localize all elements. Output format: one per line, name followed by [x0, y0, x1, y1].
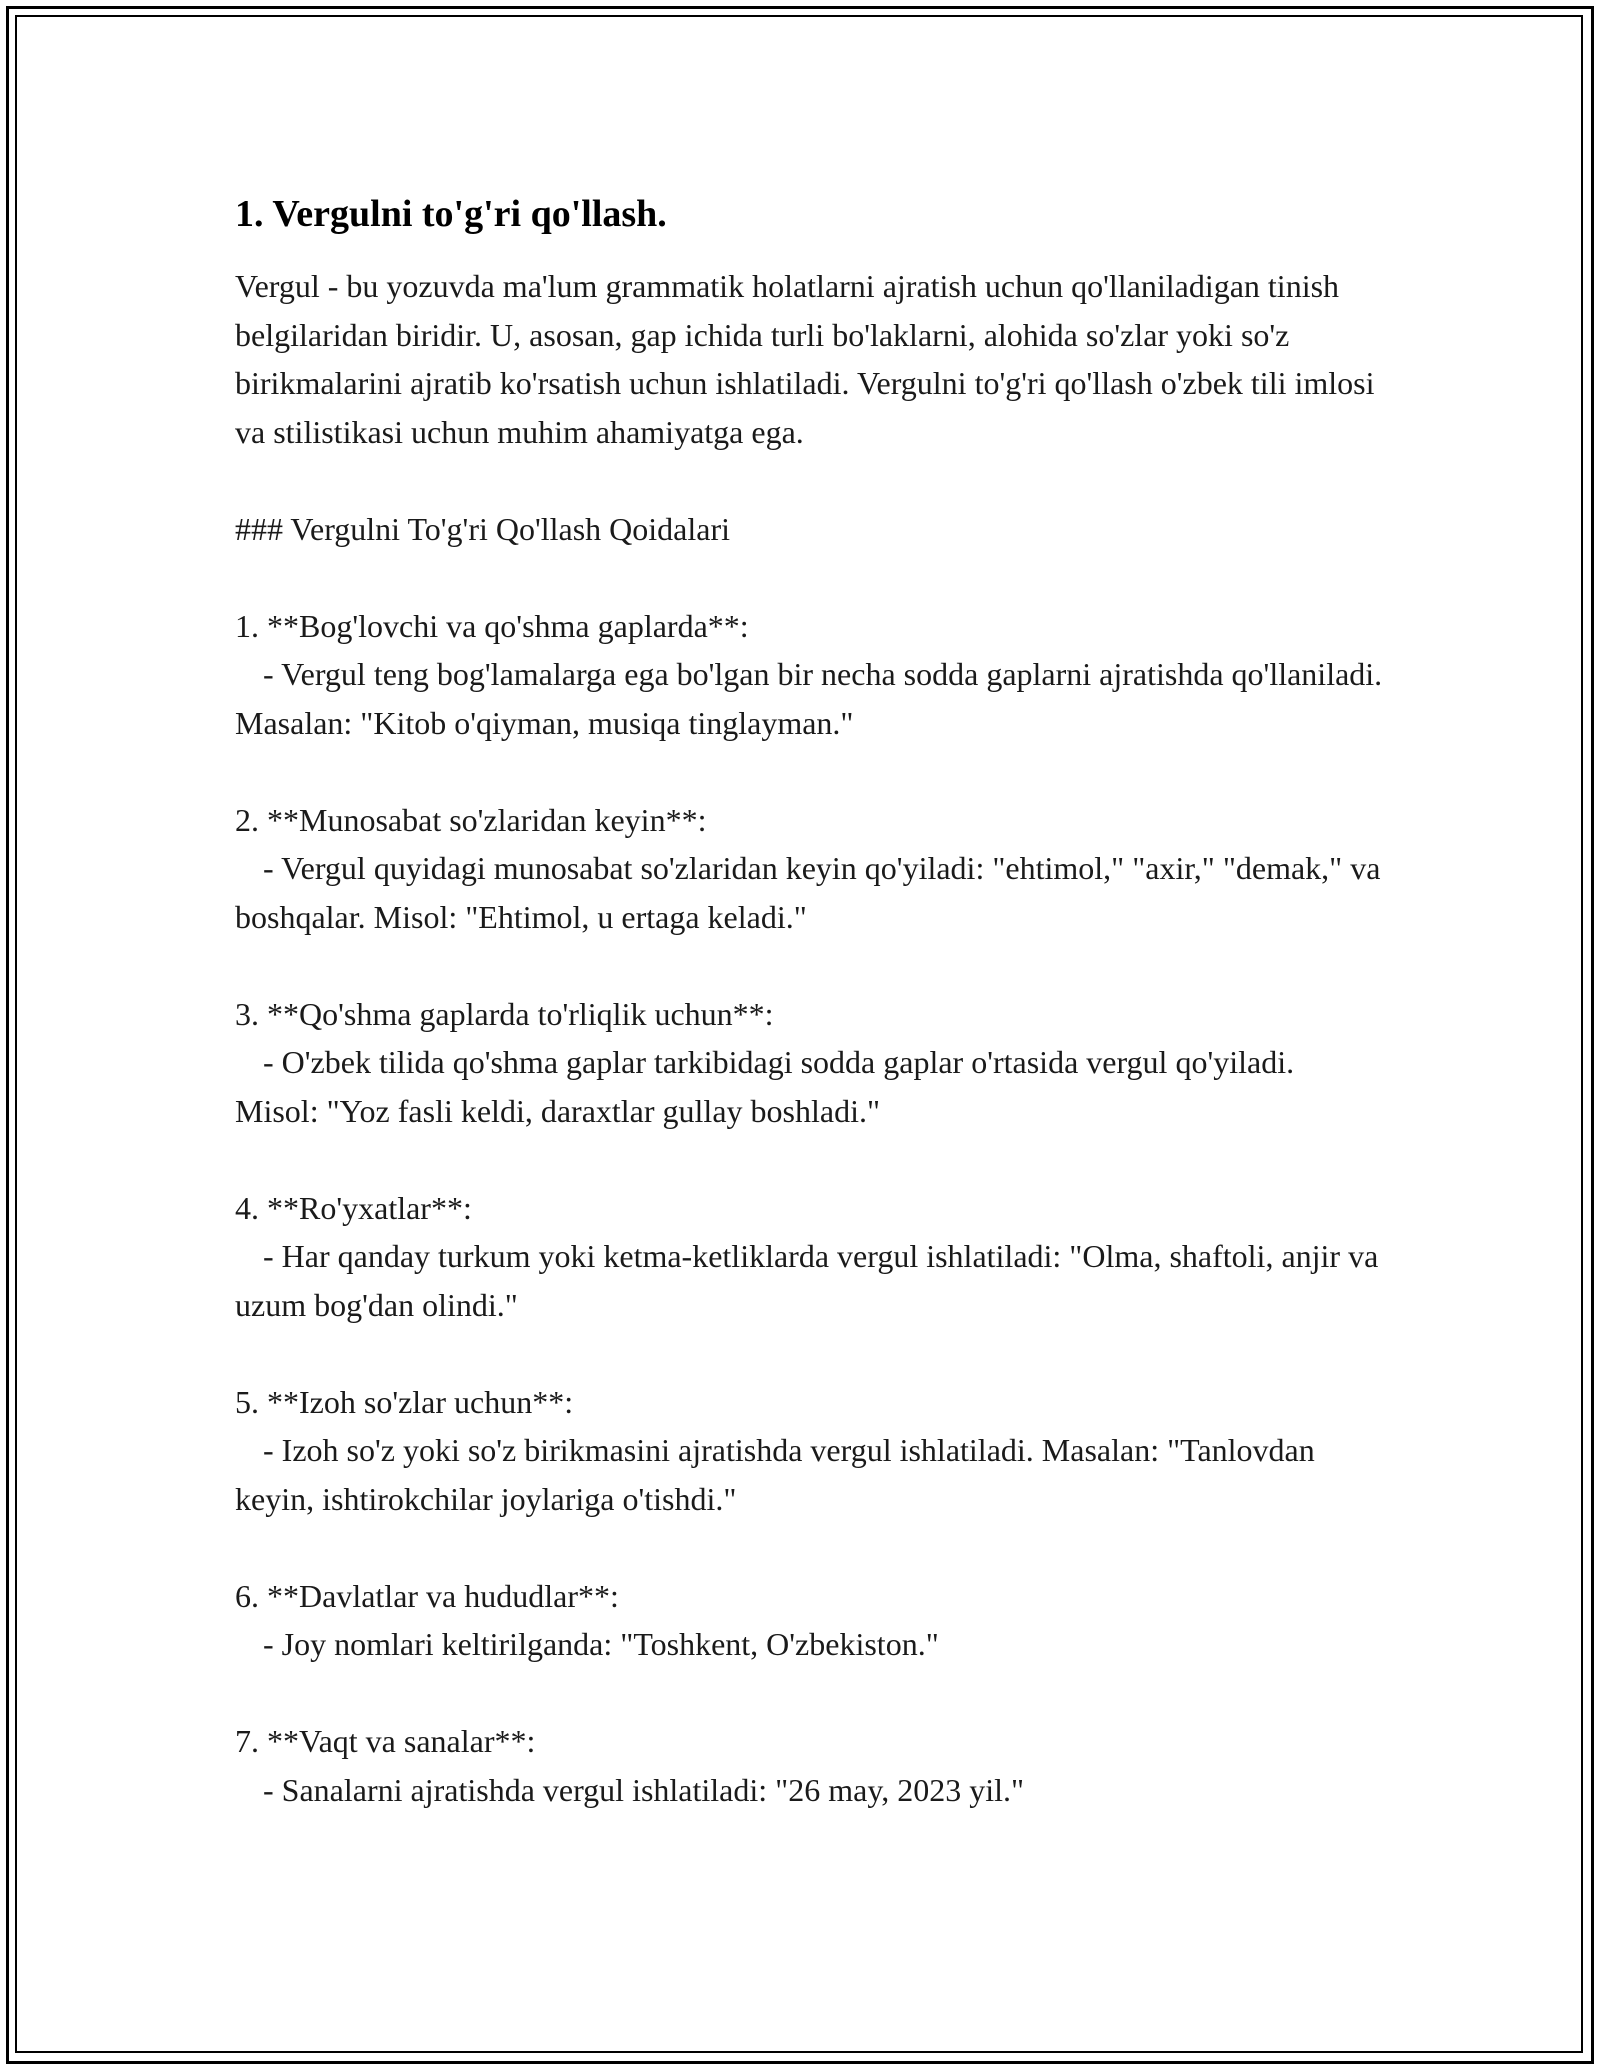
rule-item-2 — [235, 796, 1385, 942]
section-heading: ### Vergulni To'g'ri Qo'llash Qoidalari — [235, 510, 731, 547]
rule-body: - Joy nomlari keltirilganda: "Toshkent, O'zbekiston." — [263, 1626, 939, 1662]
rule-body: - Izoh so'z yoki so'z birikmasini ajratishda vergul ishlatiladi. Masalan: "Tanlovdan keyin, ishtirokchilar joylariga o'tishdi." — [235, 1432, 1315, 1517]
rule-item-6 — [235, 1572, 1385, 1669]
rule-body: - O'zbek tilida qo'shma gaplar tarkibidagi sodda gaplar o'rtasida vergul qo'yiladi. Misol: "Yoz fasli keldi, daraxtlar gullay boshladi." — [235, 1044, 1295, 1129]
rule-item-1 — [235, 602, 1385, 748]
rule-title: 1. **Bog'lovchi va qo'shma gaplarda**: — [235, 607, 749, 644]
rule-item-7 — [235, 1717, 1385, 1814]
rule-body: - Vergul teng bog'lamalarga ega bo'lgan bir necha sodda gaplarni ajratishda qo'llaniladi. Masalan: "Kitob o'qiyman, musiqa tinglayman." — [235, 656, 1383, 741]
rule-title: 4. **Ro'yxatlar**: — [235, 1189, 472, 1226]
rule-item-3 — [235, 990, 1385, 1136]
rule-title: 3. **Qo'shma gaplarda to'rliqlik uchun**: — [235, 995, 774, 1032]
rule-body: - Vergul quyidagi munosabat so'zlaridan keyin qo'yiladi: "ehtimol," "axir," "demak," va boshqalar. Misol: "Ehtimol, u ertaga keladi." — [235, 850, 1381, 935]
rule-title: 2. **Munosabat so'zlaridan keyin**: — [235, 801, 707, 838]
rule-title: 5. **Izoh so'zlar uchun**: — [235, 1383, 574, 1420]
rule-title: 7. **Vaqt va sanalar**: — [235, 1723, 536, 1759]
rule-body: - Har qanday turkum yoki ketma-ketliklarda vergul ishlatiladi: "Olma, shaftoli, anjir va uzum bog'dan olindi." — [235, 1238, 1379, 1323]
document-body — [235, 190, 1385, 1814]
intro-paragraph: Vergul - bu yozuvda ma'lum grammatik holatlarni ajratish uchun qo'llaniladigan tinish belgilaridan biridir. U, asosan, gap ichida turli bo'laklarni, alohida so'zlar yoki so'z birikmalarini ajratib ko'rsatish uchun ishlatiladi. Vergulni to'g'ri qo'llash o'zbek tili imlosi va stilistikasi uchun muhim ahamiyatga ega. — [235, 268, 1375, 450]
document-title: 1. Vergulni to'g'ri qo'llash. — [235, 193, 667, 235]
rule-item-5 — [235, 1378, 1385, 1524]
rule-body: - Sanalarni ajratishda vergul ishlatiladi: "26 may, 2023 yil." — [263, 1771, 1025, 1808]
rule-title: 6. **Davlatlar va hududlar**: — [235, 1577, 619, 1614]
rule-item-4 — [235, 1184, 1385, 1330]
